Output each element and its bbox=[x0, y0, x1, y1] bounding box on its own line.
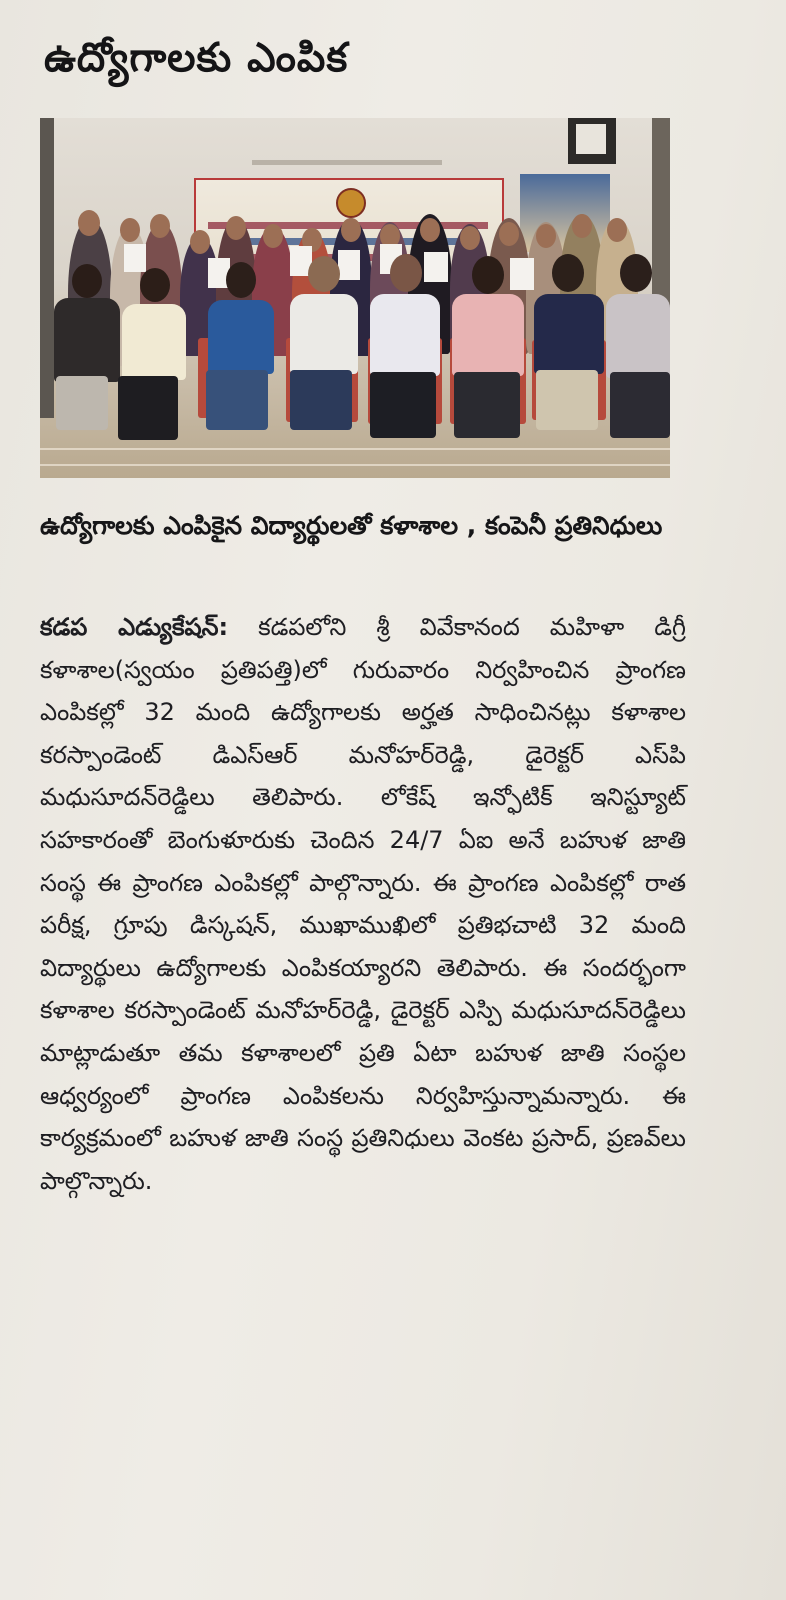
article-headline: ఉద్యోగాలకు ఎంపిక bbox=[44, 35, 349, 81]
article-dateline: కడప ఎడ్యుకేషన్: bbox=[40, 613, 229, 641]
certificate bbox=[424, 252, 448, 282]
photo-caption: ఉద్యోగాలకు ఎంపికైన విద్యార్థులతో కళాశాల , కంపెనీ ప్రతినిధులు bbox=[40, 511, 663, 540]
certificate bbox=[124, 244, 146, 272]
group-photo bbox=[40, 118, 670, 478]
article-body bbox=[40, 606, 686, 1202]
article-body-text: కడపలోని శ్రీ వివేకానంద మహిళా డిగ్రీ కళాశాల(స్వయం ప్రతిపత్తి)లో గురువారం నిర్వహించిన ప్రాంగణ ఎంపికల్లో 32 మంది ఉద్యోగాలకు అర్హత సాధించినట్లు కళాశాల కరస్పాండెంట్ డిఎస్ఆర్ మనోహర్‌రెడ్డి, డైరెక్టర్ ఎస్‌పి మధుసూదన్‌రెడ్డిలు తెలిపారు. లోకేష్ ఇన్ఫోటిక్ ఇనిస్ట్యూట్ సహకారంతో బెంగుళూరుకు చెందిన 24/7 ఏఐ అనే బహుళ జాతి సంస్థ ఈ ప్రాంగణ ఎంపికల్లో పాల్గొన్నారు. ఈ ప్రాంగణ ఎంపికల్లో రాత పరీక్ష, గ్రూపు డిస్కషన్, ముఖాముఖిలో ప్రతిభచాటి 32 మంది విద్యార్థులు ఉద్యోగాలకు ఎంపికయ్యారని తెలిపారు. ఈ సందర్భంగా కళాశాల కరస్పాండెంట్ మనోహర్‌రెడ్డి, డైరెక్టర్ ఎస్పి మధుసూదన్‌రెడ్డిలు మాట్లాడుతూ తమ కళాశాలలో ప్రతి ఏటా బహుళ జాతి సంస్థల ఆధ్వర్యంలో ప్రాంగణ ఎంపికలను నిర్వహిస్తున్నామన్నారు. ఈ కార్యక్రమంలో బహుళ జాతి సంస్థ ప్రతినిధులు వెంకట ప్రసాద్, ప్రణవ్‌లు పాల్గొన్నారు. bbox=[40, 613, 686, 1195]
certificate bbox=[510, 258, 534, 290]
students-group bbox=[40, 118, 670, 478]
certificate bbox=[338, 250, 360, 280]
